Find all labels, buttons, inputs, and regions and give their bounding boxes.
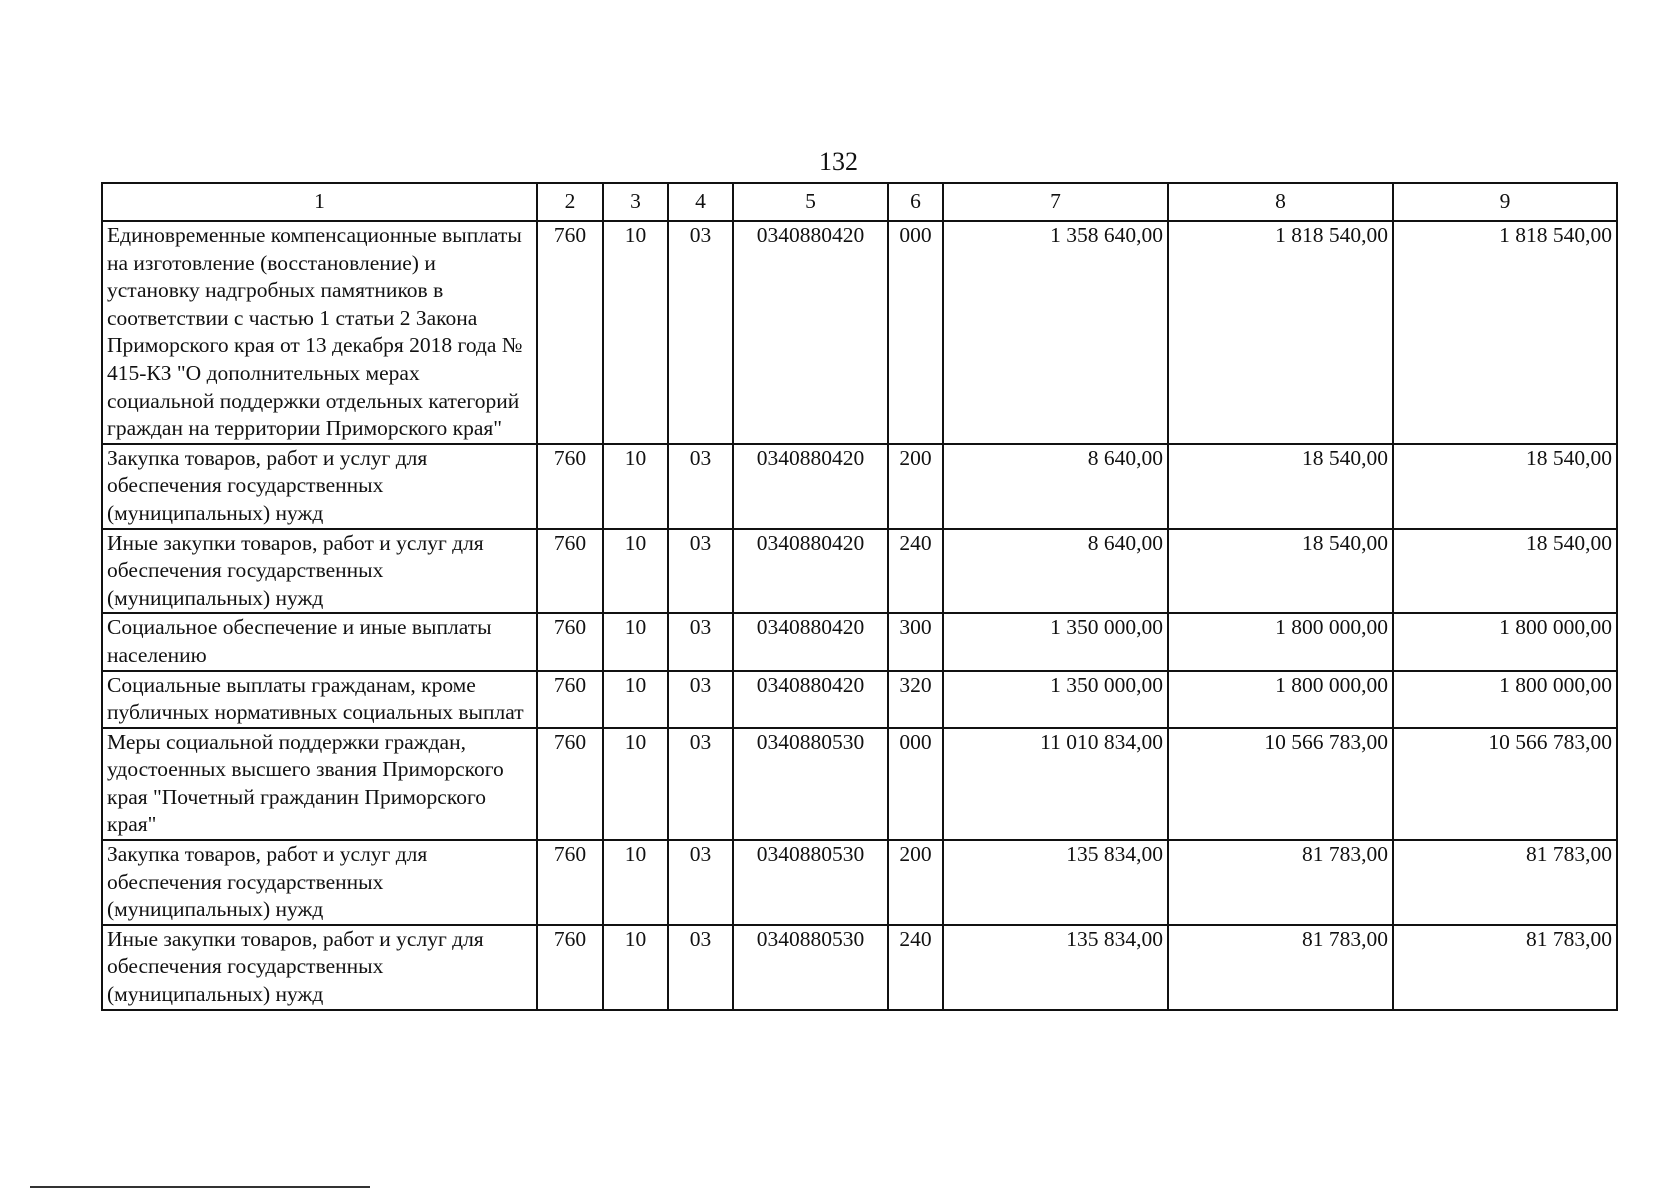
table-row <box>102 925 1617 1010</box>
cell-code-5: 0340880420 <box>733 221 888 444</box>
cell-amount-7: 8 640,00 <box>943 444 1168 529</box>
column-header: 3 <box>603 183 668 221</box>
table-row <box>102 728 1617 840</box>
cell-amount-8: 1 818 540,00 <box>1168 221 1393 444</box>
cell-code-6: 240 <box>888 925 943 1010</box>
cell-code-3: 10 <box>603 221 668 444</box>
cell-code-2: 760 <box>537 671 603 728</box>
row-name: Иные закупки товаров, работ и услуг для обеспечения государственных (муниципальных) нужд <box>102 925 537 1010</box>
cell-code-3: 10 <box>603 728 668 840</box>
cell-amount-7: 135 834,00 <box>943 840 1168 925</box>
cell-amount-9: 1 800 000,00 <box>1393 671 1617 728</box>
row-name: Иные закупки товаров, работ и услуг для обеспечения государственных (муниципальных) нужд <box>102 529 537 614</box>
column-header: 8 <box>1168 183 1393 221</box>
cell-code-2: 760 <box>537 840 603 925</box>
cell-amount-9: 10 566 783,00 <box>1393 728 1617 840</box>
column-header: 4 <box>668 183 733 221</box>
cell-code-6: 320 <box>888 671 943 728</box>
cell-amount-7: 135 834,00 <box>943 925 1168 1010</box>
cell-amount-8: 81 783,00 <box>1168 925 1393 1010</box>
table-row <box>102 613 1617 670</box>
cell-code-2: 760 <box>537 728 603 840</box>
cell-code-3: 10 <box>603 444 668 529</box>
row-name: Меры социальной поддержки граждан, удостоенных высшего звания Приморского края "Почетный гражданин Приморского края" <box>102 728 537 840</box>
row-name: Закупка товаров, работ и услуг для обеспечения государственных (муниципальных) нужд <box>102 840 537 925</box>
cell-code-4: 03 <box>668 728 733 840</box>
cell-code-5: 0340880530 <box>733 840 888 925</box>
cell-code-6: 200 <box>888 444 943 529</box>
cell-code-5: 0340880530 <box>733 925 888 1010</box>
cell-code-2: 760 <box>537 925 603 1010</box>
cell-code-5: 0340880530 <box>733 728 888 840</box>
row-name: Единовременные компенсационные выплаты на изготовление (восстановление) и установку надгробных памятников в соответствии с частью 1 статьи 2 Закона Приморского края от 13 декабря 2018 года № 415-КЗ "О дополнительных мерах социальной поддержки отдельных категорий граждан на территории Приморского края" <box>102 221 537 444</box>
cell-code-2: 760 <box>537 444 603 529</box>
cell-code-3: 10 <box>603 613 668 670</box>
cell-amount-7: 1 358 640,00 <box>943 221 1168 444</box>
cell-code-5: 0340880420 <box>733 529 888 614</box>
cell-code-3: 10 <box>603 671 668 728</box>
cell-amount-8: 1 800 000,00 <box>1168 671 1393 728</box>
cell-code-5: 0340880420 <box>733 444 888 529</box>
cell-amount-9: 1 800 000,00 <box>1393 613 1617 670</box>
cell-amount-8: 18 540,00 <box>1168 444 1393 529</box>
cell-code-4: 03 <box>668 529 733 614</box>
table-row <box>102 444 1617 529</box>
cell-code-2: 760 <box>537 529 603 614</box>
table-row <box>102 840 1617 925</box>
column-header: 1 <box>102 183 537 221</box>
budget-table <box>101 182 1618 1011</box>
table-row <box>102 671 1617 728</box>
cell-code-4: 03 <box>668 671 733 728</box>
cell-code-2: 760 <box>537 613 603 670</box>
cell-amount-9: 81 783,00 <box>1393 840 1617 925</box>
cell-code-6: 000 <box>888 221 943 444</box>
cell-amount-9: 18 540,00 <box>1393 444 1617 529</box>
cell-code-6: 240 <box>888 529 943 614</box>
row-name: Закупка товаров, работ и услуг для обеспечения государственных (муниципальных) нужд <box>102 444 537 529</box>
cell-code-2: 760 <box>537 221 603 444</box>
cell-amount-7: 11 010 834,00 <box>943 728 1168 840</box>
cell-amount-8: 81 783,00 <box>1168 840 1393 925</box>
cell-code-4: 03 <box>668 444 733 529</box>
table-row <box>102 529 1617 614</box>
cell-amount-9: 1 818 540,00 <box>1393 221 1617 444</box>
cell-code-5: 0340880420 <box>733 671 888 728</box>
column-header: 7 <box>943 183 1168 221</box>
cell-code-4: 03 <box>668 840 733 925</box>
cell-code-4: 03 <box>668 925 733 1010</box>
page-number: 132 <box>819 147 858 176</box>
header-row <box>102 183 1617 221</box>
column-header: 9 <box>1393 183 1617 221</box>
cell-code-4: 03 <box>668 221 733 444</box>
cell-code-6: 200 <box>888 840 943 925</box>
cell-code-4: 03 <box>668 613 733 670</box>
cell-amount-8: 18 540,00 <box>1168 529 1393 614</box>
row-name: Социальное обеспечение и иные выплаты населению <box>102 613 537 670</box>
cell-code-3: 10 <box>603 529 668 614</box>
column-header: 6 <box>888 183 943 221</box>
cell-amount-9: 18 540,00 <box>1393 529 1617 614</box>
cell-amount-8: 1 800 000,00 <box>1168 613 1393 670</box>
cell-amount-7: 1 350 000,00 <box>943 613 1168 670</box>
cell-amount-7: 1 350 000,00 <box>943 671 1168 728</box>
cell-code-3: 10 <box>603 925 668 1010</box>
column-header: 2 <box>537 183 603 221</box>
cell-amount-8: 10 566 783,00 <box>1168 728 1393 840</box>
cell-code-6: 000 <box>888 728 943 840</box>
footnote-divider <box>30 1186 370 1188</box>
cell-amount-9: 81 783,00 <box>1393 925 1617 1010</box>
cell-code-5: 0340880420 <box>733 613 888 670</box>
cell-code-3: 10 <box>603 840 668 925</box>
cell-code-6: 300 <box>888 613 943 670</box>
table-row <box>102 221 1617 444</box>
cell-amount-7: 8 640,00 <box>943 529 1168 614</box>
row-name: Социальные выплаты гражданам, кроме публичных нормативных социальных выплат <box>102 671 537 728</box>
column-header: 5 <box>733 183 888 221</box>
